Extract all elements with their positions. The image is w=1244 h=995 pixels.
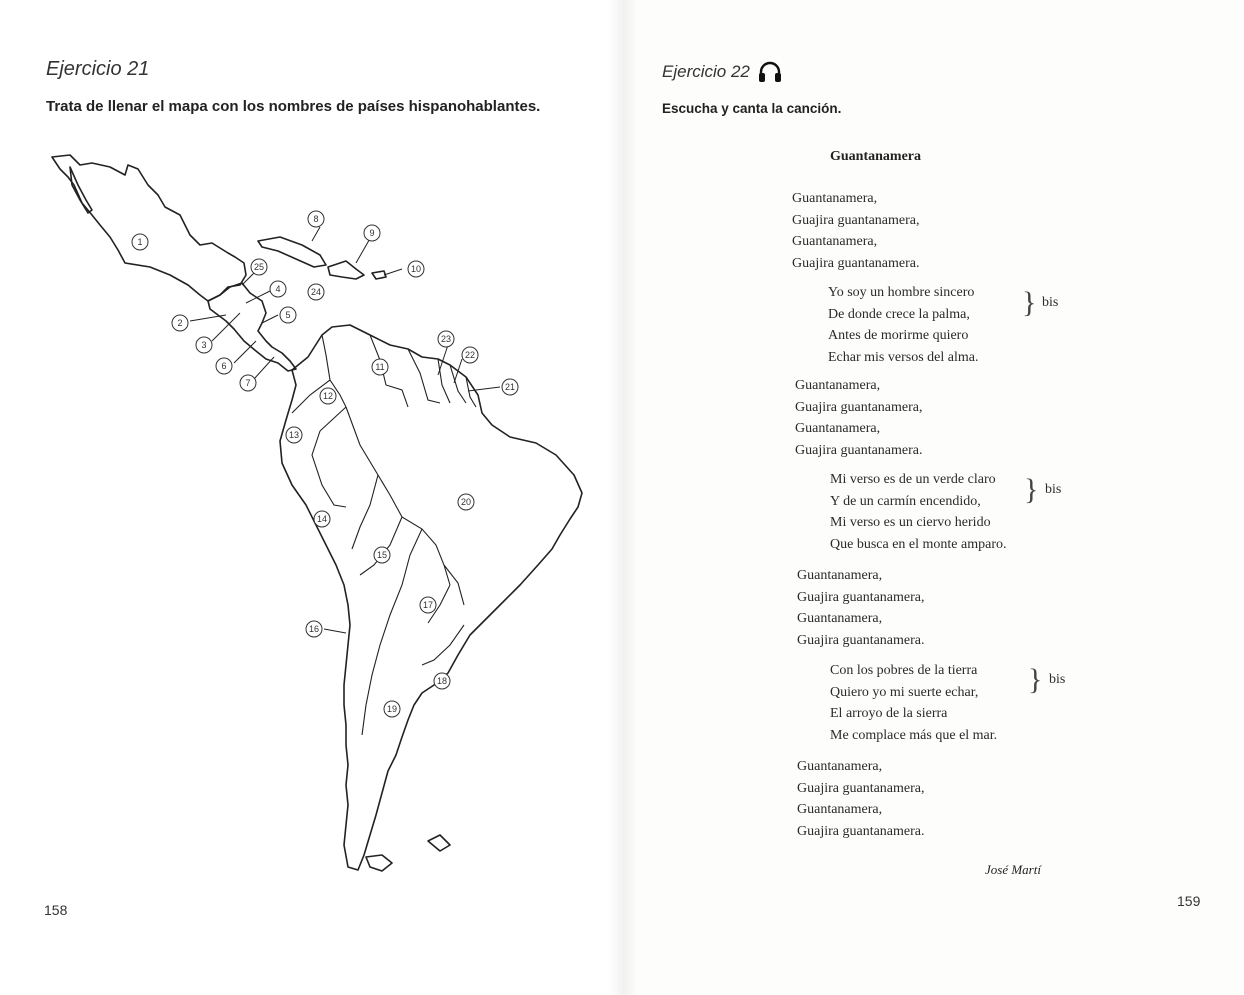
page-number-right: 159	[1177, 893, 1201, 909]
map-label-12	[320, 388, 336, 404]
repeat-brace: }	[1024, 473, 1039, 506]
repeat-marker: bis	[1049, 672, 1066, 687]
map-label-4	[270, 281, 286, 297]
song-line: Y de un carmín encendido,	[830, 493, 981, 509]
song-line: Guantanamera,	[795, 421, 881, 436]
central-america-outline	[208, 283, 296, 371]
chorus-stanza	[795, 375, 923, 461]
song-line: Que busca en el monte amparo.	[830, 536, 1007, 552]
repeat-brace: }	[1022, 286, 1037, 319]
map-label-17	[420, 597, 436, 613]
map-label-text: 25	[253, 262, 265, 272]
song-line: Guantanamera,	[797, 611, 883, 626]
leader-line	[384, 269, 402, 275]
song-line: Guajira guantanamera.	[792, 255, 920, 271]
leader-line	[254, 357, 274, 379]
map-label-text: 8	[313, 214, 319, 224]
verse-stanza	[828, 282, 978, 368]
map-label-text: 12	[322, 391, 334, 401]
exercise-21-title: Ejercicio 21	[46, 58, 150, 80]
chorus-stanza	[792, 188, 920, 274]
map-label-text: 7	[245, 378, 251, 388]
map-label-text: 11	[375, 362, 385, 372]
song-line: Antes de morirme quiero	[828, 328, 969, 343]
repeat-brace: }	[1028, 663, 1043, 696]
leader-line	[234, 341, 256, 363]
map-label-11	[372, 359, 388, 375]
map-label-24	[308, 284, 324, 300]
map-label-text: 15	[376, 550, 388, 560]
map-label-15	[374, 547, 390, 563]
map-label-22	[462, 347, 478, 363]
song-line: Me complace más que el mar.	[830, 727, 998, 743]
leader-line	[324, 629, 346, 633]
map-label-text: 10	[410, 264, 422, 274]
map-label-text: 9	[369, 228, 375, 238]
map-label-text: 14	[316, 514, 328, 524]
chorus-stanza	[797, 756, 925, 842]
chorus-stanza	[797, 565, 925, 651]
map-label-2	[172, 315, 188, 331]
map-label-25	[251, 259, 267, 275]
falklands-outline	[428, 835, 450, 851]
song-line: Guantanamera,	[792, 191, 878, 206]
mexico-outline	[52, 155, 246, 301]
leader-line	[190, 315, 226, 321]
song-line: De donde crece la palma,	[828, 306, 970, 322]
song-line: El arroyo de la sierra	[830, 706, 948, 721]
map-label-9	[364, 225, 380, 241]
repeat-marker: bis	[1042, 295, 1059, 310]
verse-stanza	[830, 660, 997, 746]
song-line: Quiero yo mi suerte echar,	[830, 684, 979, 700]
map-label-10	[408, 261, 424, 277]
latin-america-map	[30, 145, 600, 880]
song-line: Guantanamera,	[795, 378, 881, 393]
map-label-text: 6	[221, 361, 227, 371]
song-line: Guajira guantanamera.	[797, 823, 925, 839]
map-label-text: 20	[460, 497, 472, 507]
song-author: José Martí	[985, 862, 1041, 877]
tierra-del-fuego-outline	[366, 855, 392, 871]
map-label-16	[306, 621, 322, 637]
song-line: Yo soy un hombre sincero	[828, 285, 975, 300]
hispaniola-outline	[328, 261, 364, 279]
map-label-7	[240, 375, 256, 391]
book-gutter	[608, 0, 638, 995]
exercise-22-title: Ejercicio 22	[662, 62, 750, 81]
map-label-text: 4	[275, 284, 281, 294]
map-label-text: 22	[464, 350, 476, 360]
exercise-22-instruction: Escucha y canta la canción.	[662, 101, 842, 116]
map-label-text: 5	[285, 310, 291, 320]
song-line: Guajira guantanamera,	[792, 212, 920, 228]
map-label-1	[132, 234, 148, 250]
song-line: Guantanamera,	[797, 802, 883, 817]
map-label-text: 1	[137, 237, 143, 247]
song-line: Guajira guantanamera.	[797, 632, 925, 648]
leader-line	[212, 313, 240, 341]
map-label-text: 13	[288, 430, 300, 440]
verse-stanza	[830, 469, 1007, 555]
map-label-3	[196, 337, 212, 353]
map-label-19	[384, 701, 400, 717]
song-line: Guajira guantanamera.	[795, 442, 923, 458]
song-line: Mi verso es un ciervo herido	[830, 515, 991, 530]
page-number-left: 158	[44, 902, 68, 918]
song-line: Guantanamera,	[797, 568, 883, 583]
map-label-text: 18	[436, 676, 448, 686]
exercise-21-instruction: Trata de llenar el mapa con los nombres de países hispanohablantes.	[46, 98, 541, 115]
map-label-text: 17	[422, 600, 434, 610]
song-line: Guajira guantanamera,	[797, 780, 925, 796]
headphones-icon	[757, 60, 783, 84]
map-label-text: 16	[308, 624, 320, 634]
map-label-text: 3	[201, 340, 207, 350]
song-title: Guantanamera	[830, 149, 921, 164]
song-line: Mi verso es de un verde claro	[830, 472, 996, 487]
map-label-13	[286, 427, 302, 443]
song-line: Con los pobres de la tierra	[830, 663, 978, 678]
song-line: Guantanamera,	[792, 234, 878, 249]
baja-california-outline	[70, 167, 92, 213]
map-label-6	[216, 358, 232, 374]
map-label-23	[438, 331, 454, 347]
song-line: Echar mis versos del alma.	[828, 349, 979, 365]
song-line: Guajira guantanamera,	[797, 589, 925, 605]
map-label-text: 19	[386, 704, 398, 714]
map-label-8	[308, 211, 324, 227]
song-line: Guantanamera,	[797, 759, 883, 774]
leader-line	[312, 227, 320, 241]
map-label-text: 21	[504, 382, 516, 392]
map-label-text: 23	[440, 334, 452, 344]
puerto-rico-outline	[372, 271, 386, 279]
map-label-14	[314, 511, 330, 527]
cuba-outline	[258, 237, 326, 267]
repeat-marker: bis	[1045, 482, 1062, 497]
map-label-20	[458, 494, 474, 510]
map-label-text: 2	[177, 318, 183, 328]
song-line: Guajira guantanamera,	[795, 399, 923, 415]
map-label-5	[280, 307, 296, 323]
leader-line	[454, 359, 462, 383]
map-label-18	[434, 673, 450, 689]
map-label-21	[502, 379, 518, 395]
map-label-text: 24	[310, 287, 322, 297]
